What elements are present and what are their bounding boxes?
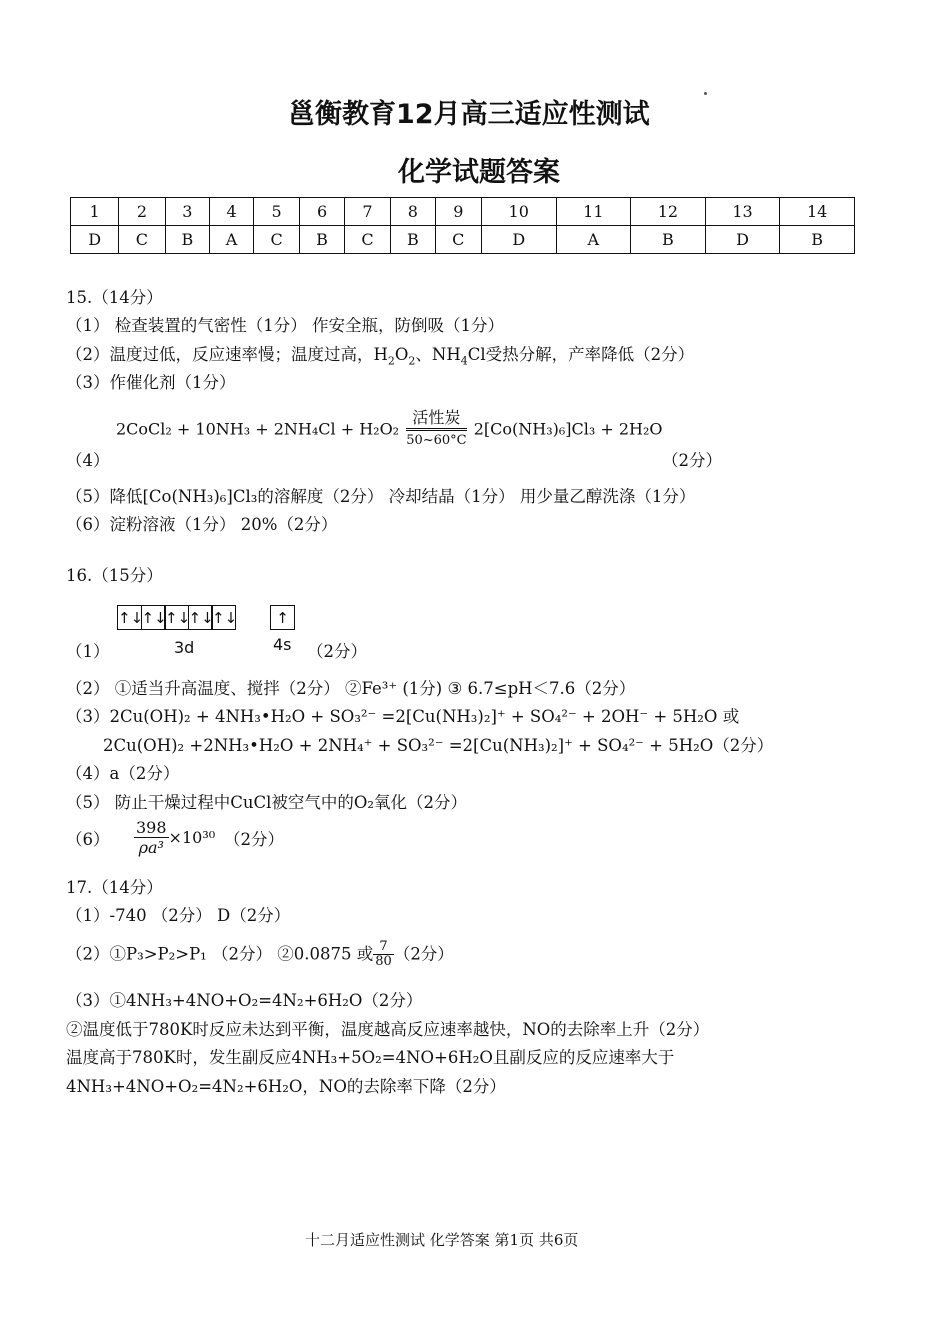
q15-equation (116, 408, 663, 451)
orbital-diagram-3d (117, 605, 238, 630)
q17-part3-explanation-3: 4NH₃+4NO+O₂=4N₂+6H₂O，NO的去除率下降（2分） (66, 1077, 506, 1096)
table-cell: D (705, 226, 780, 254)
orbital-box: ↑↓ (211, 605, 236, 630)
table-cell: C (119, 226, 165, 254)
table-cell: 6 (300, 198, 345, 226)
q16-part3-line1: （3）2Cu(OH)₂ + 4NH₃•H₂O + SO₃²⁻ =2[Cu(NH₃)₂]⁺ + SO₄²⁻ + 2OH⁻ + 5H₂O 或 (66, 707, 740, 726)
q15-part2-b: O (394, 345, 409, 364)
fraction-numerator: 7 (373, 940, 394, 955)
q15-part2: （2）温度过低，反应速率慢；温度过高，$H_2O_2$、$NH_4Cl$受热分解，产率降低（2分） (66, 345, 695, 368)
q15-part6: （6）淀粉溶液（1分） 20%（2分） (66, 515, 338, 534)
table-cell: D (71, 226, 119, 254)
reaction-condition (406, 408, 466, 451)
answer-table-number-row (71, 198, 855, 226)
q16-part2: （2） ①适当升高温度、搅拌（2分） ②Fe³⁺ (1分) ③ 6.7≤pH＜7.6（2分） (66, 679, 636, 698)
q16-part4: （4）a（2分） (66, 764, 180, 783)
table-cell: 4 (210, 198, 254, 226)
table-cell: C (344, 226, 390, 254)
table-cell: B (300, 226, 345, 254)
page-footer: 十二月适应性测试 化学答案 第1页 共6页 (305, 1231, 579, 1249)
q17-part2-a: （2）①P₃>P₂>P₁ （2分） ②0.0875 或 (66, 944, 374, 964)
q15-header: 15.（14分） (66, 288, 163, 307)
q16-header: 16.（15分） (66, 566, 163, 585)
q16-part1-score: （2分） (307, 642, 367, 661)
reaction-condition-top: 活性炭 (406, 408, 466, 431)
orbital-label-3d: 3d (174, 638, 195, 657)
fraction-denominator: ρa³ (138, 838, 164, 857)
table-cell: A (556, 226, 631, 254)
power-term: ×10³⁰ (168, 828, 216, 847)
q16-part1-label: （1） (66, 642, 110, 661)
page-title: 邕衡教育12月高三适应性测试 (288, 99, 650, 130)
q17-part3: （3）①4NH₃+4NO+O₂=4N₂+6H₂O（2分） (66, 991, 423, 1010)
table-cell: 12 (631, 198, 706, 226)
table-cell: B (391, 226, 436, 254)
q16-part5: （5） 防止干燥过程中CuCl被空气中的O₂氧化（2分） (66, 793, 468, 812)
q16-part6-label: （6） (66, 830, 110, 849)
table-cell: A (210, 226, 254, 254)
table-cell: B (631, 226, 706, 254)
q15-part5: （5）降低[Co(NH₃)₆]Cl₃的溶解度（2分） 冷却结晶（1分） 用少量乙醇洗涤（1分） (66, 487, 696, 506)
orbital-box: ↑ (270, 605, 295, 630)
table-cell: C (253, 226, 299, 254)
q17-part1: （1）-740 （2分） D（2分） (66, 906, 291, 925)
q17-part2-b: （2分） (393, 944, 454, 964)
table-cell: 10 (481, 198, 556, 226)
table-cell: 3 (165, 198, 210, 226)
q15-part1: （1） 检查装置的气密性（1分） 作安全瓶，防倒吸（1分） (66, 316, 504, 335)
q15-part2-d: Cl受热分解，产率降低（2分） (467, 345, 695, 364)
page-subtitle: 化学试题答案 (398, 157, 560, 188)
table-cell: B (780, 226, 855, 254)
q15-equation-left: 2CoCl₂ + 10NH₃ + 2NH₄Cl + H₂O₂ (116, 419, 400, 439)
table-cell: 7 (344, 198, 390, 226)
table-cell: 1 (71, 198, 119, 226)
orbital-box: ↑↓ (188, 605, 213, 630)
fraction (373, 940, 394, 969)
q17-header: 17.（14分） (66, 878, 163, 897)
q15-part4-score: （2分） (662, 451, 722, 470)
fraction-denominator: 80 (375, 954, 392, 969)
q17-part3-explanation-1: ②温度低于780K时反应未达到平衡，温度越高反应速率越快，NO的去除率上升（2分） (66, 1020, 710, 1039)
q15-part2-c: 、NH (415, 345, 461, 364)
answer-table (70, 197, 855, 254)
q15-equation-right: 2[Co(NH₃)₆]Cl₃ + 2H₂O (473, 419, 663, 439)
table-cell: 14 (780, 198, 855, 226)
q17-part2 (66, 940, 454, 969)
table-cell: 11 (556, 198, 631, 226)
q15-part4-label: （4） (66, 451, 110, 470)
q17-part3-explanation-2: 温度高于780K时，发生副反应4NH₃+5O₂=4NO+6H₂O且副反应的反应速率大于 (66, 1048, 675, 1067)
orbital-box: ↑↓ (117, 605, 142, 630)
fraction-numerator: 398 (136, 818, 167, 837)
orbital-label-4s: 4s (273, 635, 292, 654)
table-cell: 8 (391, 198, 436, 226)
table-cell: 9 (435, 198, 481, 226)
orbital-box: ↑↓ (141, 605, 166, 630)
density-fraction (134, 818, 169, 857)
orbital-diagram-4s (270, 605, 294, 630)
reaction-condition-bottom: 50~60°C (406, 433, 467, 448)
answer-table-answer-row (71, 226, 855, 254)
q15-part2-a: （2）温度过低，反应速率慢；温度过高，H (66, 345, 388, 364)
table-cell: B (165, 226, 210, 254)
q16-part6-formula (134, 818, 215, 857)
table-cell: 2 (119, 198, 165, 226)
decorative-dot (704, 92, 707, 95)
q16-part3-line2: 2Cu(OH)₂ +2NH₃•H₂O + 2NH₄⁺ + SO₃²⁻ =2[Cu(NH₃)₂]⁺ + SO₄²⁻ + 5H₂O（2分） (103, 736, 774, 755)
orbital-box: ↑↓ (164, 605, 189, 630)
table-cell: D (481, 226, 556, 254)
q15-part3: （3）作催化剂（1分） (66, 373, 236, 392)
table-cell: C (435, 226, 481, 254)
table-cell: 5 (253, 198, 299, 226)
q16-part6-score: （2分） (224, 830, 284, 849)
table-cell: 13 (705, 198, 780, 226)
